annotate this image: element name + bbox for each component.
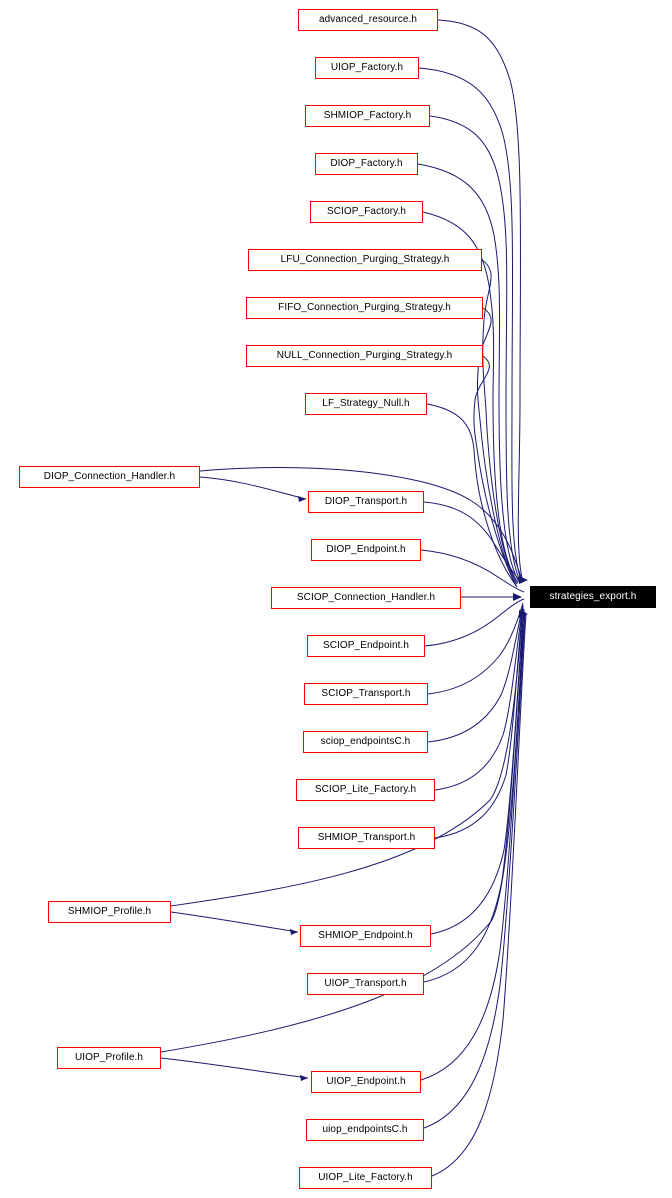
graph-node[interactable] (305, 105, 430, 127)
graph-node[interactable] (315, 153, 418, 175)
node-label: SHMIOP_Transport.h (317, 832, 416, 843)
node-label: UIOP_Lite_Factory.h (318, 1172, 413, 1183)
graph-node[interactable] (19, 466, 200, 488)
node-label: NULL_Connection_Purging_Strategy.h (276, 350, 453, 361)
graph-node[interactable] (300, 925, 431, 947)
node-label: SHMIOP_Factory.h (323, 110, 412, 121)
node-label: LF_Strategy_Null.h (322, 398, 410, 409)
graph-node[interactable] (304, 683, 428, 705)
node-label: sciop_endpointsC.h (320, 736, 411, 747)
graph-node[interactable] (298, 9, 438, 31)
graph-node[interactable] (311, 1071, 421, 1093)
node-label: UIOP_Transport.h (324, 978, 407, 989)
node-label: FIFO_Connection_Purging_Strategy.h (278, 302, 451, 313)
node-label: SCIOP_Factory.h (326, 206, 407, 217)
node-label: DIOP_Factory.h (330, 158, 403, 169)
node-label: SCIOP_Transport.h (321, 688, 411, 699)
graph-node-target[interactable] (530, 586, 656, 608)
node-label: SCIOP_Connection_Handler.h (296, 592, 436, 603)
node-label: SCIOP_Endpoint.h (322, 640, 410, 651)
node-label: LFU_Connection_Purging_Strategy.h (280, 254, 450, 265)
graph-node[interactable] (271, 587, 461, 609)
node-label: UIOP_Endpoint.h (326, 1076, 406, 1087)
node-label: advanced_resource.h (318, 14, 418, 25)
graph-node[interactable] (246, 297, 483, 319)
graph-node[interactable] (315, 57, 419, 79)
graph-node[interactable] (246, 345, 483, 367)
node-label: SCIOP_Lite_Factory.h (314, 784, 417, 795)
graph-node[interactable] (296, 779, 435, 801)
graph-node[interactable] (310, 201, 423, 223)
node-label: SHMIOP_Endpoint.h (318, 930, 413, 941)
graph-node[interactable] (299, 1167, 432, 1189)
graph-node[interactable] (308, 491, 424, 513)
graph-node[interactable] (305, 393, 427, 415)
graph-node[interactable] (306, 1119, 424, 1141)
graph-node[interactable] (48, 901, 171, 923)
node-label: uiop_endpointsC.h (322, 1124, 408, 1135)
graph-node[interactable] (248, 249, 482, 271)
graph-node[interactable] (311, 539, 421, 561)
node-label: DIOP_Connection_Handler.h (43, 471, 176, 482)
graph-node[interactable] (307, 635, 425, 657)
graph-node[interactable] (57, 1047, 161, 1069)
node-label: SHMIOP_Profile.h (67, 906, 152, 917)
node-label: DIOP_Endpoint.h (326, 544, 406, 555)
node-label: UIOP_Factory.h (330, 62, 404, 73)
graph-node[interactable] (298, 827, 435, 849)
node-label: strategies_export.h (549, 591, 637, 602)
node-label: UIOP_Profile.h (74, 1052, 144, 1063)
node-label: DIOP_Transport.h (324, 496, 408, 507)
graph-node[interactable] (307, 973, 424, 995)
graph-node[interactable] (303, 731, 428, 753)
